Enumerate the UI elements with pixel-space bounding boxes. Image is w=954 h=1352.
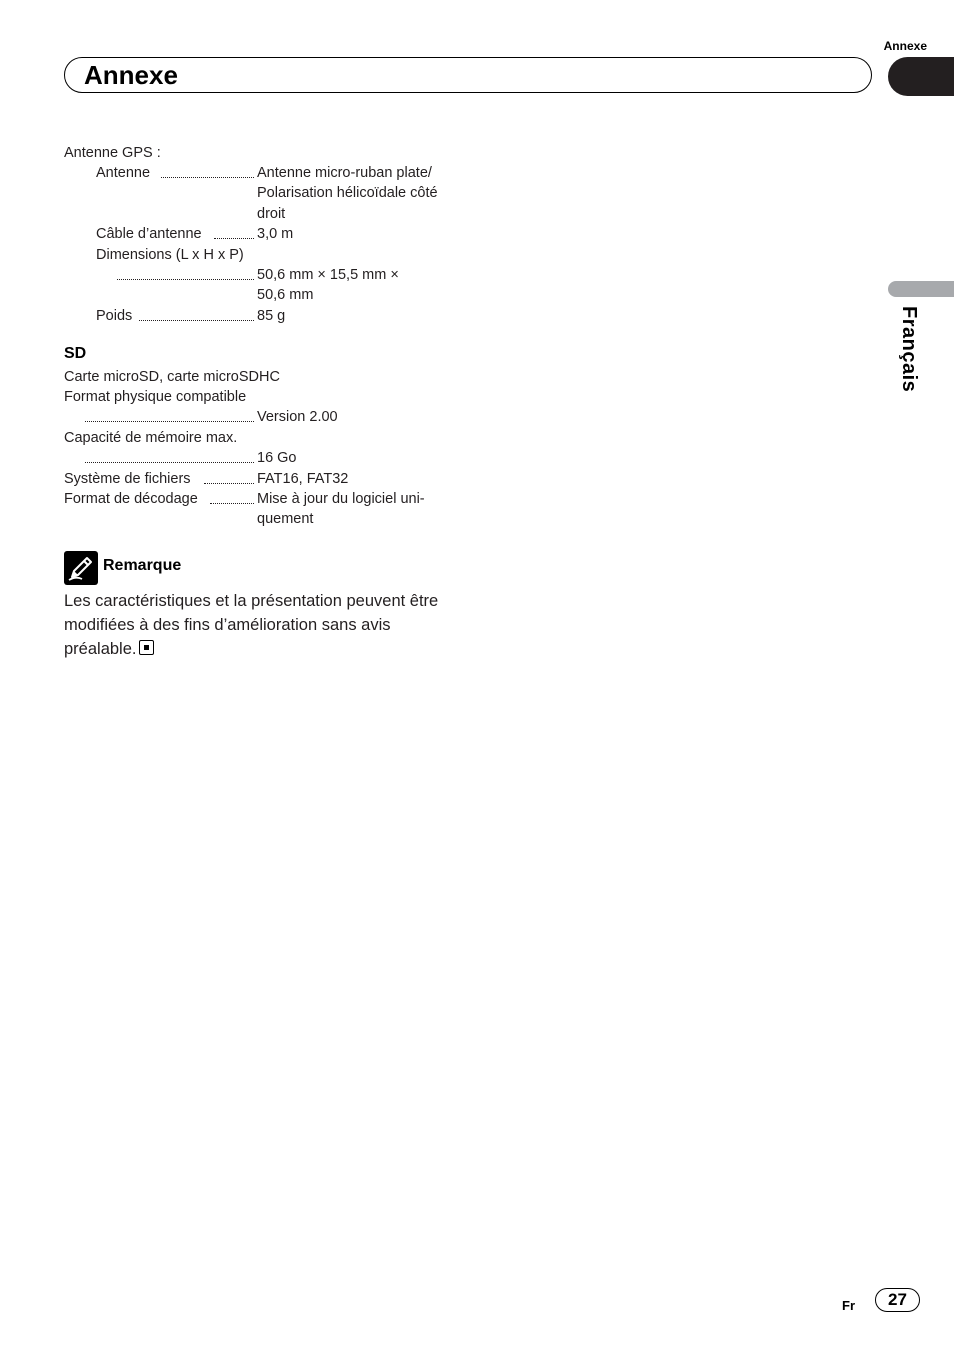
spec-value-filesystem: FAT16, FAT32 <box>257 471 349 487</box>
running-header: Annexe <box>883 39 927 53</box>
language-tab-marker <box>888 281 954 297</box>
remark-title: Remarque <box>103 557 182 574</box>
page-title: Annexe <box>84 60 178 90</box>
spec-label-capacity: Capacité de mémoire max. <box>64 430 238 446</box>
spec-label-decoding: Format de décodage <box>64 491 198 507</box>
dot-leader <box>85 462 254 463</box>
spec-sd-card-types: Carte microSD, carte microSDHC <box>64 369 280 385</box>
spec-value-dimensions-2: 50,6 mm <box>257 287 314 303</box>
spec-value-decoding-1: Mise à jour du logiciel uni- <box>257 491 425 507</box>
gps-antenna-heading: Antenne GPS : <box>64 145 161 161</box>
spec-value-format: Version 2.00 <box>257 409 338 425</box>
dot-leader <box>204 483 254 484</box>
dot-leader <box>85 421 254 422</box>
dot-leader <box>139 320 254 321</box>
dot-leader <box>214 238 254 239</box>
end-of-section-icon <box>139 640 154 655</box>
section-title-bar <box>64 57 872 93</box>
spec-value-antenna-1: Antenne micro-ruban plate/ <box>257 165 432 181</box>
dot-leader <box>161 177 254 178</box>
language-tab-label: Français <box>898 306 920 393</box>
spec-value-cable: 3,0 m <box>257 226 294 242</box>
sd-heading: SD <box>64 345 87 362</box>
spec-label-dimensions: Dimensions (L x H x P) <box>96 247 244 263</box>
spec-label-cable: Câble d’antenne <box>96 226 202 242</box>
spec-label-antenna: Antenne <box>96 165 151 181</box>
spec-label-filesystem: Système de fichiers <box>64 471 191 487</box>
spec-label-format: Format physique compatible <box>64 389 247 405</box>
footer-language-code: Fr <box>842 1298 855 1313</box>
spec-value-antenna-2: Polarisation hélicoïdale côté <box>257 185 438 201</box>
spec-value-dimensions-1: 50,6 mm × 15,5 mm × <box>257 267 399 283</box>
spec-value-decoding-2: quement <box>257 511 314 527</box>
dot-leader <box>117 279 254 280</box>
remark-text: Les caractéristiques et la présentation peuvent être modifiées à des fins d’amélioration sans avis préalable. <box>64 592 439 658</box>
pencil-note-icon <box>64 551 98 585</box>
dot-leader <box>210 503 254 504</box>
spec-value-antenna-3: droit <box>257 206 286 222</box>
section-tab-marker <box>888 57 954 96</box>
page-number: 27 <box>875 1288 920 1312</box>
spec-label-weight: Poids <box>96 308 133 324</box>
spec-value-weight: 85 g <box>257 308 286 324</box>
remark-body <box>64 589 464 661</box>
spec-value-capacity: 16 Go <box>257 450 297 466</box>
